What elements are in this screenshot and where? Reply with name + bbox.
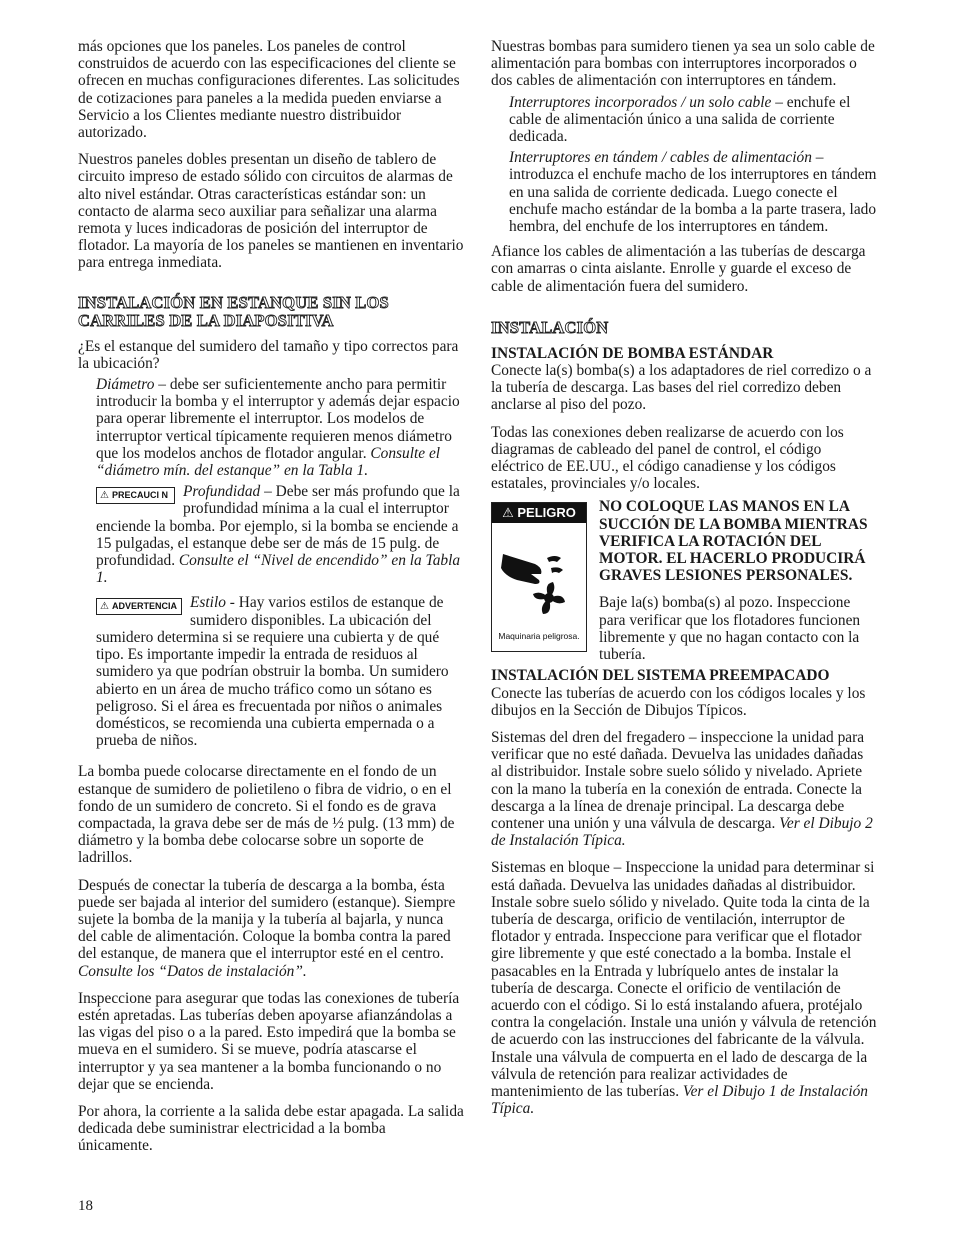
warning-triangle-icon: ⚠ xyxy=(100,600,109,612)
text: Sistemas del dren del fregadero – inspeccione la unidad para verificar que no esté dañada. Devuelva las unidades dañadas al distribuidor. Instale sobre suelo sólido y nivelado. Apriete con la mano la tubería en la conexión de entrada. Conecte la descarga a la línea de drenaje principal. La descarga debe contener una unión y una válvula de descarga. xyxy=(491,728,865,832)
paragraph: Nuestras bombas para sumidero tienen ya sea un solo cable de alimentación para bombas con interruptores incorporados o dos cables de alimentación con interruptores en tándem. xyxy=(491,38,875,90)
paragraph-diametro xyxy=(96,376,464,479)
paragraph: Todas las conexiones deben realizarse de acuerdo con los diagramas de cableado del panel de control, el código eléctrico de EE.UU., el código canadiense y los códigos estatales, provinciales y/o locales. xyxy=(491,423,844,493)
danger-warning-text: NO COLOQUE LAS MANOS EN LA SUCCIÓN DE LA BOMBA MIENTRAS VERIFICA LA ROTACIÓN DEL MOTOR. EL HACERLO PRODUCIRÁ GRAVES LESIONES PERSONALES. xyxy=(599,498,868,585)
danger-header xyxy=(492,503,586,523)
paragraph: Nuestros paneles dobles presentan un diseño de tablero de circuito impreso de estado sólido con circuitos de alarmas de alto nivel estándar. Otras características estándar son: un contacto de alarma seco auxiliar para señalizar una alarma remota y luces indicadoras de posición del interruptor de flotador. La mayoría de los paneles se mantienen en inventario para entrega inmediata. xyxy=(78,151,464,272)
reference: Ver el Dibujo 1 de Instalación Típica. xyxy=(491,1082,868,1118)
page-number: 18 xyxy=(78,1198,93,1214)
danger-label: PELIGRO xyxy=(517,505,576,521)
danger-caption: Maquinaria peligrosa. xyxy=(498,631,580,642)
paragraph xyxy=(78,877,464,980)
warning-triangle-icon: ⚠ xyxy=(502,505,514,521)
paragraph xyxy=(491,859,877,1117)
danger-block xyxy=(491,498,877,667)
text: – debe ser suficientemente ancho para permitir introducir la bomba y el interruptor y además dejar espacio para operar libremente el interruptor. Los modelos de interruptor vertical típicamente requieren menos diámetro que los modelos anchos de flotador angular. xyxy=(96,376,460,462)
paragraph: más opciones que los paneles. Los paneles de control construidos de acuerdo con las especificaciones del cliente se ofrecen en muchas configuraciones diferentes. Las solicitudes de cotizaciones para paneles a la medida pueden enviarse a Servicio a los Clientes mediante nuestro distribuidor autorizado. xyxy=(78,38,460,142)
reference: Consulte los “Datos de instalación”. xyxy=(78,962,307,980)
indented-block xyxy=(509,94,877,236)
paragraph: Inspeccione para asegurar que todas las conexiones de tubería estén apretadas. Las tuberías deben apoyarse afianzándolas a las vigas del piso o a la pared. Esto impedirá que la bomba se mueva en el sumidero. Si se mueve, podría atascarse el interruptor y ya sea mantener a la bomba funcionando o no dejar que se encienda. xyxy=(78,989,460,1093)
badge-label: ADVERTENCIA xyxy=(111,601,177,612)
paragraph: Conecte las tuberías de acuerdo con los códigos locales y los dibujos en la Sección de Dibujos Típicos. xyxy=(491,684,866,719)
warning-badge xyxy=(96,598,182,615)
reference: Consulte el “diámetro mín. del estanque” en la Tabla 1. xyxy=(96,444,441,480)
term: Profundidad xyxy=(183,483,261,501)
caution-badge xyxy=(96,487,175,504)
caution-block xyxy=(96,483,464,590)
paragraph xyxy=(509,94,877,146)
term: Diámetro xyxy=(96,376,155,394)
paragraph: Baje la(s) bomba(s) al pozo. Inspeccione para verificar que los flotadores funcionen libremente y que no hagan contacto con la tubería. xyxy=(599,594,861,664)
text: Sistemas en bloque – Inspeccione la unidad para determinar si está dañada. Devuelva las unidades dañadas al distribuidor. Instale sobre suelo sólido y nivelado. Quite toda la cinta de la tubería de descarga, orificio de ventilación, interruptor de flotador y entrada. Inspeccione para verificar que el flotador gire libremente y que esté conectado a la bomba. Instale el pasacables en la Entrada y lubríquelo antes de instalar la tubería de descarga. Conecte el orificio de ventilación de acuerdo con el código. Si lo está instalando afuera, protéjalo contra la congelación. Instale una unión y válvula de retención de acuerdo con las instrucciones del fabricante de la válvula. Instale una válvula de compuerta en el lado de descarga de la válvula de retención para realizar actividades de mantenimiento de las tuberías. xyxy=(491,859,877,1100)
warning-block xyxy=(96,594,464,753)
subheading: INSTALACIÓN DE BOMBA ESTÁNDAR xyxy=(491,344,774,362)
badge-label: PRECAUCI N xyxy=(111,490,168,501)
reference: Consulte el “Nivel de encendido” en la Tabla 1. xyxy=(96,552,461,587)
subheading: INSTALACIÓN DEL SISTEMA PREEMPACADO xyxy=(491,667,830,685)
text: - Hay varios estilos de estanque de sumidero disponibles. La ubicación del sumidero determina si se requiere una cubierta y de qué tipo. Es importante impedir la entrada de residuos al sumidero ya que podrían obstruir la bomba. Un sumidero abierto en un área de mucho tráfico como un sótano es peligroso. Si el área es frecuentada por niños o animales domésticos, se recomienda una cubierta empernada o a prueba de niños. xyxy=(96,594,449,750)
paragraph xyxy=(491,729,877,849)
left-column xyxy=(78,38,464,1165)
text: – Debe ser más profundo que la profundidad mínima a la cual el interruptor enciende la bomba. Por ejemplo, si la bomba se enciende a 15 pulgadas, el estanque debe ser de más de 15 pulg. de profundidad. xyxy=(96,483,460,570)
term: Interruptores incorporados / un solo cable xyxy=(509,93,772,111)
hand-fan-hazard-icon xyxy=(492,523,586,628)
paragraph: La bomba puede colocarse directamente en el fondo de un estanque de sumidero de polietileno o fibra de vidrio, o en el fondo de un sumidero de concreto. Si el fondo es de grava compactada, la grava debe ser de más de ½ pulg. (13 mm) de diámetro y la bomba debe colocarse sobre un soporte de ladrillos. xyxy=(78,763,455,867)
text: – introduzca el enchufe macho de los interruptores en tándem en una salida de corriente dedicada. Luego conecte el enchufe macho estándar de la bomba a la parte trasera, lado hembra, del enchufe de los interruptores en tándem. xyxy=(509,149,877,236)
warning-triangle-icon: ⚠ xyxy=(100,489,109,501)
paragraph: Conecte la(s) bomba(s) a los adaptadores de riel corredizo o a la tubería de descarga. Las bases del riel corredizo deben anclarse al piso del pozo. xyxy=(491,362,872,414)
section-heading: INSTALACIÓN EN ESTANQUE SIN LOS CARRILES DE LA DIAPOSITIVA xyxy=(78,292,389,330)
indented-block xyxy=(96,376,464,753)
text: – enchufe el cable de alimentación único a una salida de corriente dedicada. xyxy=(509,93,851,146)
paragraph xyxy=(509,149,877,235)
term: Interruptores en tándem / cables de alimentación xyxy=(509,149,812,167)
text: Después de conectar la tubería de descarga a la bomba, ésta puede ser bajada al interior del sumidero (estanque). Siempre sujete la bomba de la manija y la tubería al bajarla, y nunca del cable de alimentación. Coloque la bomba contra la pared del estanque, de manera que el interruptor esté en el centro. xyxy=(78,876,456,963)
paragraph-estilo xyxy=(96,594,464,749)
danger-sign xyxy=(491,502,587,652)
paragraph: ¿Es el estanque del sumidero del tamaño y tipo correctos para la ubicación? xyxy=(78,337,459,372)
term: Estilo xyxy=(190,594,226,612)
right-column xyxy=(491,38,877,1127)
paragraph: Por ahora, la corriente a la salida debe estar apagada. La salida dedicada debe suministrar electricidad a la bomba únicamente. xyxy=(78,1102,464,1155)
paragraph: Afiance los cables de alimentación a las tuberías de descarga con amarras o cinta aislante. Enrolle y guarde el exceso de cable de alimentación fuera del sumidero. xyxy=(491,243,866,295)
section-heading: INSTALACIÓN xyxy=(491,317,609,337)
reference: Ver el Dibujo 2 de Instalación Típica. xyxy=(491,814,873,850)
